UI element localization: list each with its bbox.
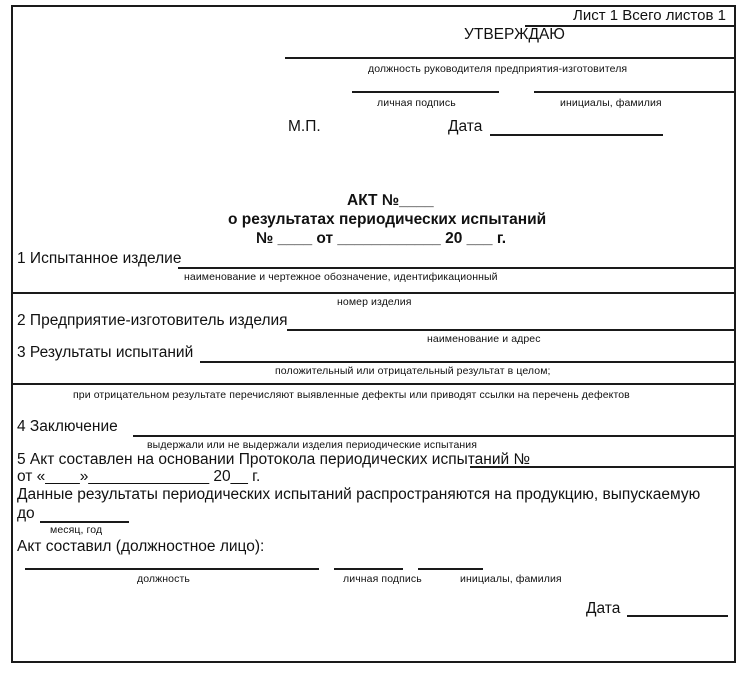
approval-date-label: Дата: [448, 118, 483, 135]
item-1-caption-1: наименование и чертежное обозначение, идентификационный: [184, 271, 498, 283]
document-title: АКТ №____: [347, 192, 434, 209]
approval-signature-caption: личная подпись: [377, 97, 456, 109]
item-3-label: 3 Результаты испытаний: [17, 344, 194, 361]
item-5-rule-1: [470, 466, 736, 468]
item-3-rule-2: [13, 383, 736, 385]
bottom-date-label: Дата: [586, 600, 621, 617]
item-2-rule-1: [287, 329, 736, 331]
approval-initials-rule: [534, 91, 736, 93]
until-label: до: [17, 505, 35, 522]
document-number-line: № ____ от ____________ 20 ___ г.: [256, 230, 507, 247]
approval-initials-caption: инициалы, фамилия: [560, 97, 662, 109]
approval-position-caption: должность руководителя предприятия-изготовителя: [368, 63, 628, 75]
item-2-caption-1: наименование и адрес: [427, 333, 541, 345]
bottom-date-rule: [627, 615, 728, 617]
item-4-label: 4 Заключение: [17, 418, 118, 435]
bottom-signature-rule: [334, 568, 403, 570]
position-caption: должность: [137, 573, 190, 585]
bottom-initials-rule: [418, 568, 483, 570]
item-5-label: 5 Акт составлен на основании Протокола периодических испытаний №: [17, 451, 531, 468]
item-2-label: 2 Предприятие-изготовитель изделия: [17, 312, 288, 329]
approval-date-rule: [490, 134, 663, 136]
bottom-initials-caption: инициалы, фамилия: [460, 573, 562, 585]
until-caption: месяц, год: [50, 524, 103, 536]
item-1-rule-1: [178, 267, 736, 269]
distribution-text: Данные результаты периодических испытаний распространяются на продукцию, выпускаемую: [17, 486, 701, 503]
item-1-rule-2: [13, 292, 736, 294]
item-1-caption-2: номер изделия: [337, 296, 412, 308]
approval-position-rule: [285, 57, 736, 59]
approval-signature-rule: [352, 91, 499, 93]
item-4-caption-1: выдержали или не выдержали изделия периодические испытания: [147, 439, 478, 451]
item-5-date-line: от «____»______________ 20__ г.: [17, 468, 261, 485]
stamp-label: М.П.: [288, 118, 321, 135]
item-1-label: 1 Испытанное изделие: [17, 250, 182, 267]
item-4-rule-1: [133, 435, 736, 437]
document-subtitle: о результатах периодических испытаний: [228, 211, 547, 228]
position-rule: [25, 568, 319, 570]
bottom-signature-caption: личная подпись: [343, 573, 422, 585]
sheet-info-label: Лист 1 Всего листов 1: [573, 7, 726, 24]
compiled-by-label: Акт составил (должностное лицо):: [17, 538, 265, 555]
approval-label: УТВЕРЖДАЮ: [464, 26, 565, 43]
item-3-caption-2: при отрицательном результате перечисляют выявленные дефекты или приводят ссылки на перечень дефектов: [73, 389, 630, 401]
item-3-caption-1: положительный или отрицательный результат в целом;: [275, 365, 551, 377]
until-rule: [40, 521, 129, 523]
item-3-rule-1: [200, 361, 736, 363]
